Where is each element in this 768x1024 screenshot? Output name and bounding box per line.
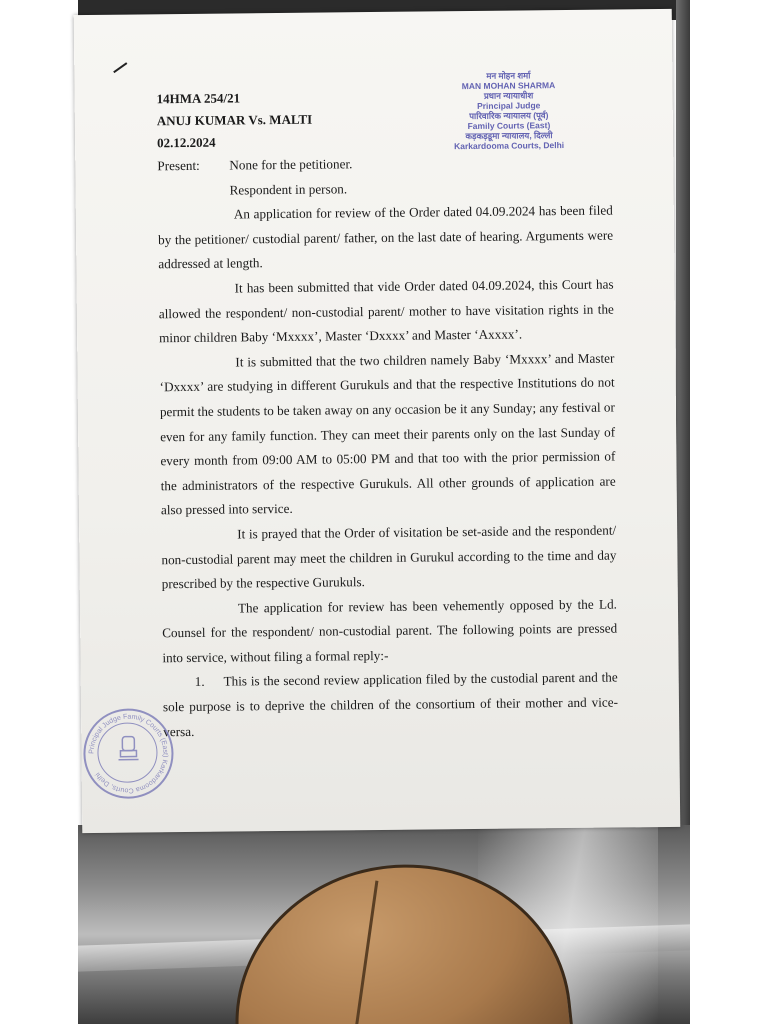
seal-text-path: Principal Judge Family Courts (East) Karkardooma Courts, Delhi xyxy=(88,713,169,794)
stamp-line: पारिवारिक न्यायालय (पूर्व) xyxy=(469,110,549,122)
case-number: 14HMA 254/21 xyxy=(156,90,241,107)
paragraph: It is prayed that the Order of visitation be set-aside and the respondent/ non-custodial parent may meet the children in Gurukul according to the time and day prescribed by the respective Gurukuls. xyxy=(161,522,617,592)
court-order-page xyxy=(74,9,681,833)
paragraph: It is submitted that the two children namely Baby ‘Mxxxx’ and Master ‘Dxxxx’ are studying in different Gurukuls and that the respective Institutions do not permit the students to be taken away on any occasion be it any Sunday; any festival or even for any family function. They can meet their parents only on the last Sunday of every month from 09:00 AM to 05:00 PM and that too with the prior permission of the administrators of the respective Gurukuls. All other grounds of application are also pressed into service. xyxy=(159,350,616,518)
stamp-line: प्रधान न्यायाधीश xyxy=(483,90,534,101)
paragraph: It has been submitted that vide Order dated 04.09.2024, this Court has allowed the respondent/ non-custodial parent/ mother to have visitation rights in the minor children Baby ‘Mxxxx’, Master ‘Dxxxx’ and Master ‘Axxxx’. xyxy=(158,276,614,346)
present-respondent: Respondent in person. xyxy=(229,180,348,198)
order-date: 02.12.2024 xyxy=(156,134,216,151)
stamp-line: Karkardooma Courts, Delhi xyxy=(454,140,565,152)
stamp-line: Principal Judge xyxy=(476,100,541,111)
svg-text:Principal Judge Family Courts xyxy=(88,713,169,794)
pen-mark xyxy=(113,62,127,73)
paragraph: An application for review of the Order dated 04.09.2024 has been filed by the petitioner/ custodial parent/ father, on the last date of hearing. Arguments were addressed at length. xyxy=(158,202,614,272)
list-text: This is the second review application filed by the custodial parent and the sole purpose is to deprive the children of the consortium of their mother and vice-versa. xyxy=(162,669,619,739)
seal-text xyxy=(85,710,172,797)
case-parties: ANUJ KUMAR Vs. MALTI xyxy=(156,111,313,129)
present-petitioner: None for the petitioner. xyxy=(229,156,353,173)
order-body xyxy=(157,84,619,745)
list-number: 1. xyxy=(194,674,205,690)
court-seal xyxy=(83,708,174,799)
stamp-line: Family Courts (East) xyxy=(467,120,551,132)
stamp-line: MAN MOHAN SHARMA xyxy=(461,80,556,92)
stamp-line: कड़कड़डूमा न्यायालय, दिल्ली xyxy=(465,130,553,142)
paragraph: The application for review has been vehemently opposed by the Ld. Counsel for the respondent/ non-custodial parent. The following points are pressed into service, without filing a formal reply:- xyxy=(162,596,618,666)
list-item xyxy=(163,666,619,745)
present-label: Present: xyxy=(157,157,200,174)
stamp-line: मन मोहन शर्मा xyxy=(486,70,531,81)
